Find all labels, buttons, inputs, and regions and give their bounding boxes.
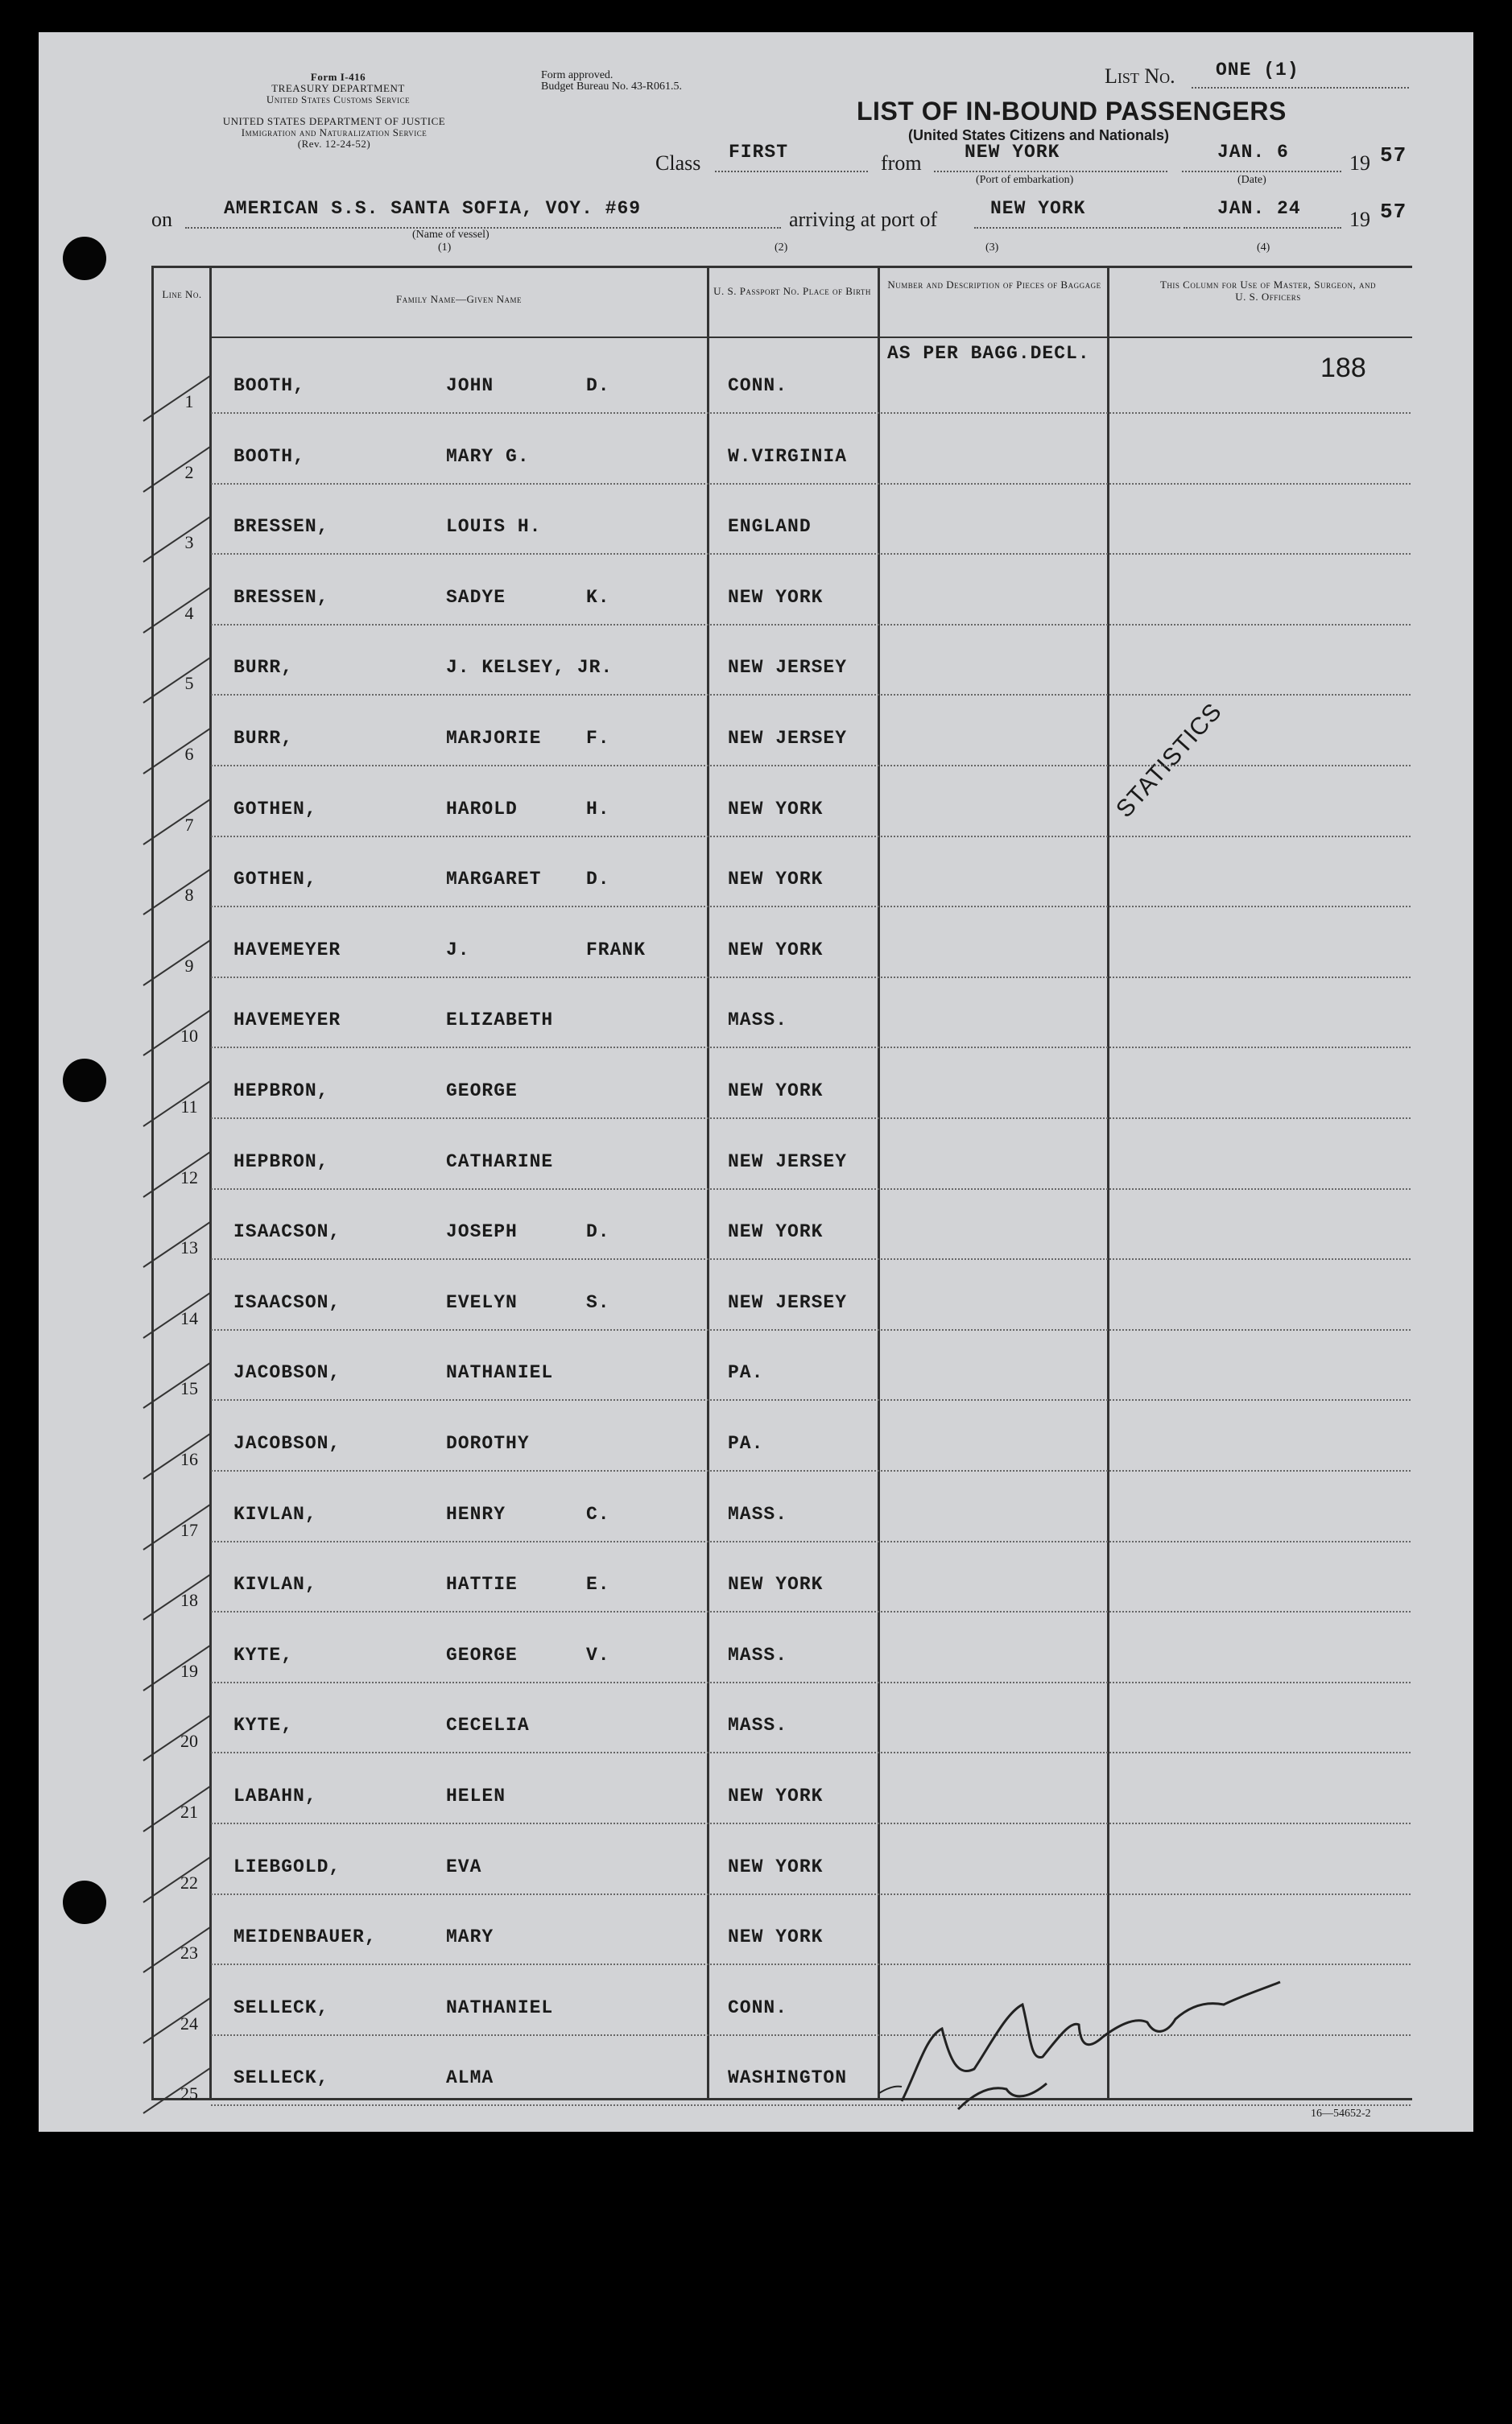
arrival-date: JAN. 24 <box>1217 198 1301 219</box>
place-of-birth: MASS. <box>728 1715 788 1736</box>
line-number: 17 <box>180 1519 198 1540</box>
family-name: HAVEMEYER <box>233 1010 341 1031</box>
given-name: J. <box>446 939 470 960</box>
line-number: 20 <box>180 1731 198 1752</box>
given-name: CECELIA <box>446 1715 530 1736</box>
middle-name: D. <box>586 1221 610 1243</box>
class-label: Class <box>655 151 701 175</box>
line-number: 10 <box>180 1026 198 1047</box>
given-name: NATHANIEL <box>446 1997 554 2018</box>
middle-name: C. <box>586 1503 610 1525</box>
place-of-birth: NEW YORK <box>728 939 824 960</box>
row-baseline <box>211 836 1411 837</box>
given-name: HAROLD <box>446 798 518 820</box>
family-name: BRESSEN, <box>233 586 329 608</box>
line-number: 5 <box>184 673 194 694</box>
given-name: MARJORIE <box>446 728 542 749</box>
given-name: MARGARET <box>446 869 542 890</box>
given-name: GEORGE <box>446 1644 518 1666</box>
row-baseline <box>211 1117 1411 1119</box>
middle-name: E. <box>586 1574 610 1596</box>
family-name: BURR, <box>233 728 294 749</box>
col-divider-4 <box>1107 266 1109 2100</box>
given-name: HELEN <box>446 1786 506 1807</box>
given-name: HENRY <box>446 1503 506 1525</box>
col-divider-2 <box>707 266 709 2100</box>
budget-bureau: Budget Bureau No. 43-R061.5. <box>541 81 682 93</box>
row-baseline <box>211 624 1411 626</box>
departure-date: JAN. 6 <box>1217 142 1289 163</box>
list-no-label: List No. <box>1105 64 1175 88</box>
place-of-birth: NEW YORK <box>728 1786 824 1807</box>
place-of-birth: NEW YORK <box>728 869 824 890</box>
treasury-department: TREASURY DEPARTMENT <box>271 82 405 94</box>
row-baseline <box>211 694 1411 696</box>
col-divider-3 <box>878 266 880 2100</box>
given-name: DOROTHY <box>446 1433 530 1454</box>
family-name: KYTE, <box>233 1715 294 1736</box>
given-name: HATTIE <box>446 1574 518 1596</box>
arriving-label: arriving at port of <box>789 208 938 231</box>
given-name: EVA <box>446 1856 482 1877</box>
line-number: 14 <box>180 1307 198 1328</box>
family-name: LABAHN, <box>233 1786 317 1807</box>
family-name: BRESSEN, <box>233 516 329 538</box>
family-name: HEPBRON, <box>233 1080 329 1101</box>
revision-date: (Rev. 12-24-52) <box>297 138 371 150</box>
page-subtitle: (United States Citizens and Nationals) <box>908 127 1170 143</box>
row-baseline <box>211 1470 1411 1472</box>
row-baseline <box>211 765 1411 766</box>
middle-name: D. <box>586 375 610 396</box>
middle-name: D. <box>586 869 610 890</box>
place-of-birth: ENGLAND <box>728 516 812 538</box>
place-of-birth: MASS. <box>728 1010 788 1031</box>
family-name: GOTHEN, <box>233 869 317 890</box>
family-name: KYTE, <box>233 1644 294 1666</box>
header-name: Family Name—Given Name <box>396 293 522 305</box>
punch-hole-bottom <box>63 1881 106 1924</box>
line-number: 4 <box>184 602 194 623</box>
baggage-note: AS PER BAGG.DECL. <box>887 343 1090 364</box>
line-number: 25 <box>180 2083 198 2104</box>
list-no-value: ONE (1) <box>1216 60 1299 81</box>
caption-3: (3) <box>985 242 999 254</box>
place-of-birth: NEW YORK <box>728 586 824 608</box>
header-line-no: Line No. <box>162 288 202 300</box>
row-baseline <box>211 1823 1411 1824</box>
row-baseline <box>211 1399 1411 1401</box>
page-title: LIST OF IN-BOUND PASSENGERS <box>857 97 1287 126</box>
family-name: SELLECK, <box>233 2067 329 2089</box>
family-name: GOTHEN, <box>233 798 317 820</box>
year-prefix-2: 19 <box>1349 208 1370 231</box>
department-of-justice: UNITED STATES DEPARTMENT OF JUSTICE <box>222 115 446 127</box>
form-approved: Form approved. <box>541 69 613 81</box>
on-label: on <box>151 208 172 231</box>
middle-name: S. <box>586 1291 610 1313</box>
family-name: MEIDENBAUER, <box>233 1926 377 1948</box>
middle-name: H. <box>586 798 610 820</box>
place-of-birth: W.VIRGINIA <box>728 445 848 467</box>
row-baseline <box>211 1893 1411 1895</box>
family-name: ISAACSON, <box>233 1221 341 1243</box>
family-name: BOOTH, <box>233 445 305 467</box>
family-name: KIVLAN, <box>233 1574 317 1596</box>
family-name: BOOTH, <box>233 375 305 396</box>
place-of-birth: NEW YORK <box>728 1856 824 1877</box>
line-number: 3 <box>184 532 194 553</box>
given-name: JOHN <box>446 375 494 396</box>
line-number: 12 <box>180 1167 198 1187</box>
caption-2: (2) <box>775 242 788 254</box>
given-name: SADYE <box>446 586 506 608</box>
place-of-birth: NEW JERSEY <box>728 1150 848 1172</box>
header-baggage: Number and Description of Pieces of Baggage <box>887 279 1101 291</box>
middle-name: F. <box>586 728 610 749</box>
list-no-line <box>1192 87 1409 89</box>
port-embarkation-caption: (Port of embarkation) <box>976 174 1074 186</box>
table-top-border <box>151 266 1412 268</box>
middle-name: V. <box>586 1644 610 1666</box>
row-baseline <box>211 1329 1411 1331</box>
arrival-port: NEW YORK <box>990 198 1086 219</box>
given-name: ELIZABETH <box>446 1010 554 1031</box>
row-baseline <box>211 412 1411 414</box>
family-name: ISAACSON, <box>233 1291 341 1313</box>
place-of-birth: MASS. <box>728 1644 788 1666</box>
family-name: JACOBSON, <box>233 1433 341 1454</box>
line-number: 1 <box>184 391 194 411</box>
arrival-date-line <box>1184 227 1341 229</box>
middle-name: K. <box>586 586 610 608</box>
line-number: 24 <box>180 2013 198 2034</box>
given-name: EVELYN <box>446 1291 518 1313</box>
line-number: 22 <box>180 1872 198 1893</box>
place-of-birth: CONN. <box>728 1997 788 2018</box>
line-number: 15 <box>180 1378 198 1399</box>
row-baseline <box>211 1188 1411 1190</box>
line-number: 2 <box>184 461 194 482</box>
immigration-service: Immigration and Naturalization Service <box>241 126 428 138</box>
line-number: 8 <box>184 885 194 906</box>
place-of-birth: PA. <box>728 1433 764 1454</box>
given-name: GEORGE <box>446 1080 518 1101</box>
place-of-birth: PA. <box>728 1362 764 1384</box>
place-of-birth: NEW YORK <box>728 1080 824 1101</box>
family-name: KIVLAN, <box>233 1503 317 1525</box>
header-passport: U. S. Passport No. Place of Birth <box>713 285 871 297</box>
vessel-caption: (Name of vessel) <box>412 229 490 241</box>
arrival-port-line <box>974 227 1180 229</box>
officer-count: 188 <box>1320 353 1366 383</box>
place-of-birth: NEW YORK <box>728 1926 824 1948</box>
place-of-birth: NEW JERSEY <box>728 728 848 749</box>
caption-4: (4) <box>1257 242 1270 254</box>
row-baseline <box>211 977 1411 978</box>
class-line <box>715 171 868 172</box>
from-line <box>934 171 1167 172</box>
line-number: 9 <box>184 955 194 976</box>
year-prefix-1: 19 <box>1349 151 1370 175</box>
line-number: 13 <box>180 1237 198 1258</box>
given-name: NATHANIEL <box>446 1362 554 1384</box>
given-name: LOUIS H. <box>446 516 542 538</box>
line-number: 21 <box>180 1802 198 1822</box>
row-baseline <box>211 1541 1411 1542</box>
place-of-birth: NEW JERSEY <box>728 657 848 679</box>
line-number: 11 <box>180 1096 198 1117</box>
line-number: 23 <box>180 1943 198 1964</box>
customs-service: United States Customs Service <box>266 93 411 105</box>
row-baseline <box>211 1611 1411 1613</box>
given-name: CATHARINE <box>446 1150 554 1172</box>
place-of-birth: NEW YORK <box>728 798 824 820</box>
date-line <box>1182 171 1341 172</box>
from-label: from <box>881 151 922 175</box>
row-baseline <box>211 1047 1411 1048</box>
family-name: JACOBSON, <box>233 1362 341 1384</box>
given-name: J. KELSEY, JR. <box>446 657 613 679</box>
date-caption: (Date) <box>1237 174 1266 186</box>
line-number: 16 <box>180 1449 198 1469</box>
place-of-birth: MASS. <box>728 1503 788 1525</box>
embarkation-port: NEW YORK <box>965 142 1060 163</box>
family-name: HEPBRON, <box>233 1150 329 1172</box>
header-bottom-line <box>209 337 1412 338</box>
departure-year: 57 <box>1380 143 1407 167</box>
family-name: LIEBGOLD, <box>233 1856 341 1877</box>
row-baseline <box>211 1258 1411 1260</box>
line-number: 7 <box>184 814 194 835</box>
place-of-birth: NEW JERSEY <box>728 1291 848 1313</box>
row-baseline <box>211 483 1411 485</box>
given-name: JOSEPH <box>446 1221 518 1243</box>
statistics-stamp: STATISTICS <box>1111 698 1228 824</box>
form-number: Form I-416 <box>310 71 366 83</box>
punch-hole-middle <box>63 1059 106 1102</box>
footer-code: 16—54652-2 <box>1311 2108 1371 2120</box>
punch-hole-top <box>63 237 106 280</box>
place-of-birth: WASHINGTON <box>728 2067 848 2089</box>
given-name: MARY <box>446 1926 494 1948</box>
family-name: SELLECK, <box>233 1997 329 2018</box>
place-of-birth: NEW YORK <box>728 1221 824 1243</box>
family-name: BURR, <box>233 657 294 679</box>
row-baseline <box>211 553 1411 555</box>
vessel-name: AMERICAN S.S. SANTA SOFIA, VOY. #69 <box>224 198 642 219</box>
place-of-birth: CONN. <box>728 375 788 396</box>
header-officers: This Column for Use of Master, Surgeon, and U. S. Officers <box>1159 279 1377 303</box>
caption-1: (1) <box>438 242 452 254</box>
line-number: 18 <box>180 1590 198 1611</box>
arrival-year: 57 <box>1380 200 1407 224</box>
place-of-birth: NEW YORK <box>728 1574 824 1596</box>
row-baseline <box>211 906 1411 907</box>
class-value: FIRST <box>729 142 789 163</box>
officer-signature <box>870 1948 1320 2117</box>
line-number: 6 <box>184 744 194 764</box>
row-baseline <box>211 1752 1411 1753</box>
line-number: 19 <box>180 1660 198 1681</box>
family-name: HAVEMEYER <box>233 939 341 960</box>
given-name: MARY G. <box>446 445 530 467</box>
middle-name: FRANK <box>586 939 647 960</box>
given-name: ALMA <box>446 2067 494 2089</box>
row-baseline <box>211 1682 1411 1683</box>
